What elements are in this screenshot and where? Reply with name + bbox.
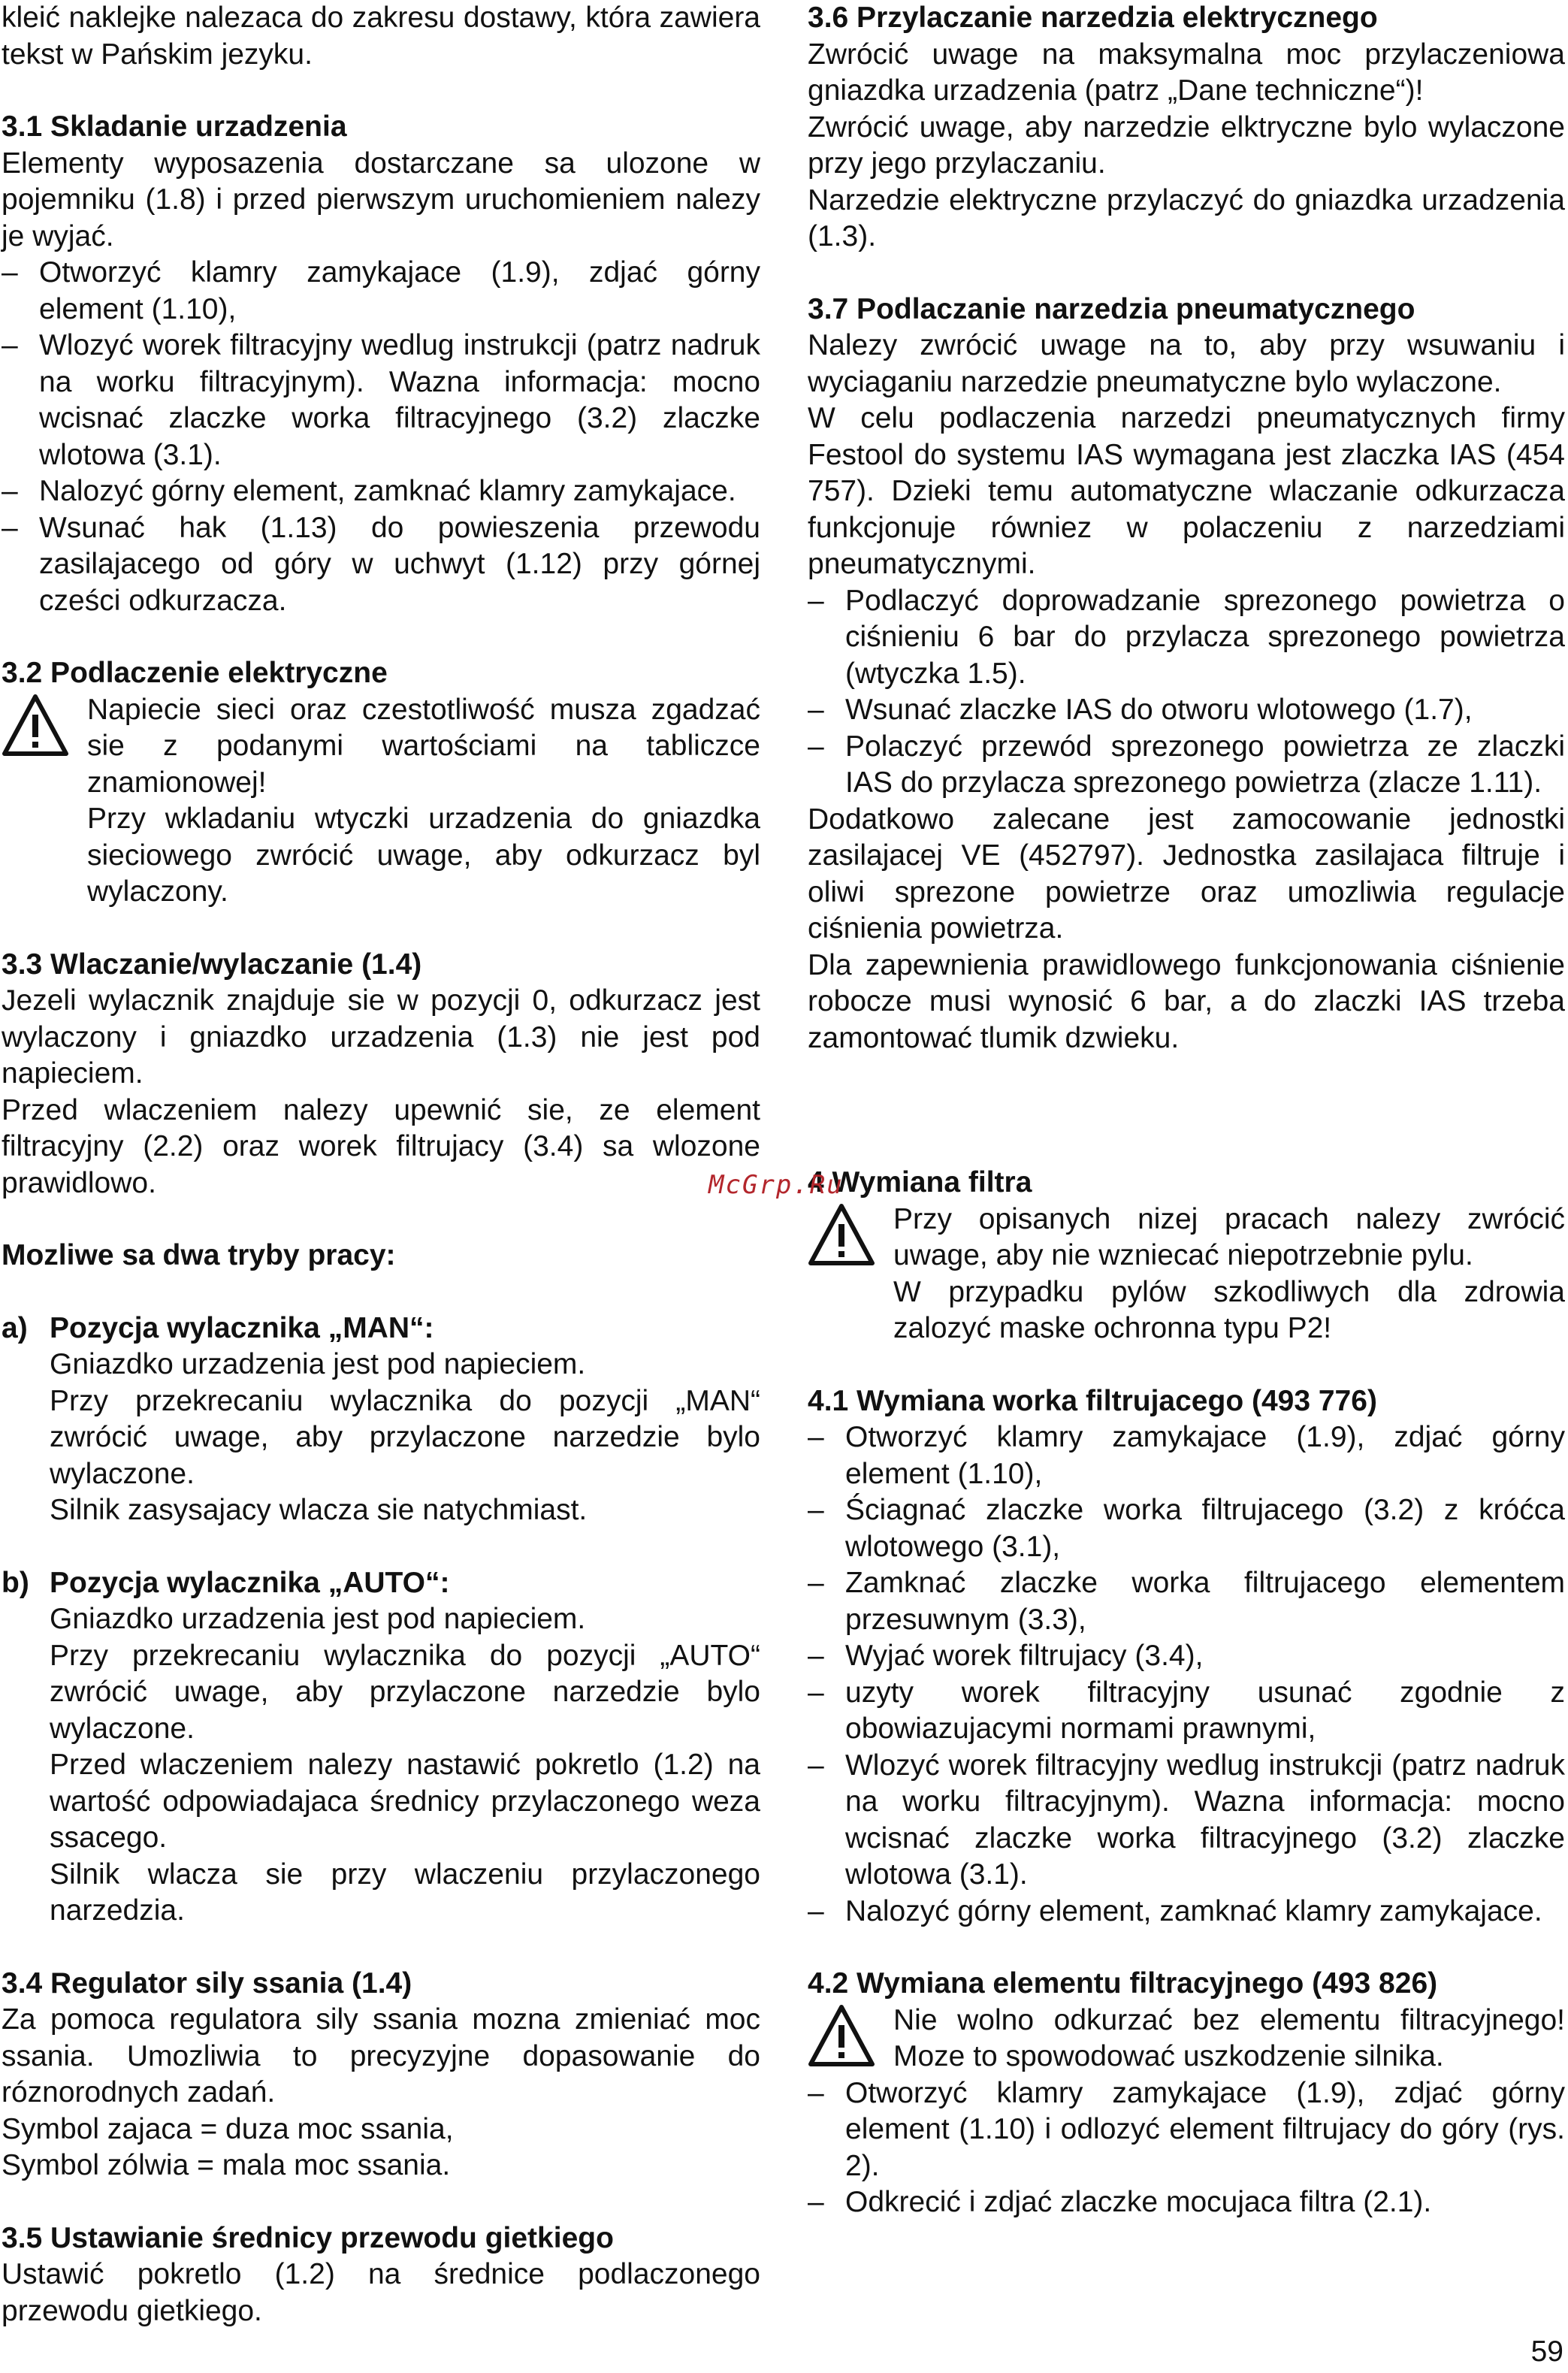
mode-auto bbox=[2, 1565, 760, 1930]
mode-man bbox=[2, 1310, 760, 1529]
section-4-2-list bbox=[808, 2075, 1565, 2221]
warning-text: W przypadku pylów szkodliwych dla zdrowia zalozyć maske ochronna typu P2! bbox=[893, 1275, 1565, 1344]
section-3-4-text: Symbol zajaca = duza moc ssania, bbox=[2, 2112, 454, 2145]
list-item: – Podlaczyć doprowadzanie sprezonego powietrza o ciśnieniu 6 bar do przylacza sprezonego powietrza (wtyczka 1.5). bbox=[808, 583, 1565, 693]
list-item: – Otworzyć klamry zamykajace (1.9), zdjać górny element (1.10) i odlozyć element filtrujacy do góry (rys. 2). bbox=[808, 2075, 1565, 2185]
section-3-5-text: Ustawić pokretlo (1.2) na średnice podlaczonego przewodu gietkiego. bbox=[2, 2258, 760, 2327]
section-4-2 bbox=[808, 1966, 1565, 2221]
mode-text: Gniazdko urzadzenia jest pod napieciem. bbox=[50, 1348, 586, 1380]
list-item: – Wsunać hak (1.13) do powieszenia przewodu zasilajacego od góry w uchwyt (1.12) przy górnej cześci odkurzacza. bbox=[2, 510, 760, 620]
section-3-4-text: Symbol zólwia = mala moc ssania. bbox=[2, 2149, 451, 2181]
section-3-7 bbox=[808, 292, 1565, 1057]
mode-title: Pozycja wylacznika „MAN“: bbox=[50, 1311, 434, 1344]
section-3-1-text: Elementy wyposazenia dostarczane sa ulozone w pojemniku (1.8) i przed pierwszym uruchomieniem nalezy je wyjać. bbox=[2, 147, 760, 252]
section-4-1-title: 4.1 Wymiana worka filtrujacego (493 776) bbox=[808, 1384, 1377, 1417]
section-3-5 bbox=[2, 2220, 760, 2330]
warning-text: Przy wkladaniu wtyczki urzadzenia do gniazdka sieciowego zwrócić uwage, aby odkurzacz byl wylaczony. bbox=[87, 803, 760, 908]
section-4-1-list bbox=[808, 1419, 1565, 1930]
warning-block bbox=[808, 1202, 1565, 1347]
section-4-1 bbox=[808, 1383, 1565, 1930]
mode-text: Przy przekrecaniu wylacznika do pozycji „AUTO“ zwrócić uwage, aby przylaczone narzedzie bylo wylaczone. bbox=[50, 1639, 760, 1745]
section-3-7-list bbox=[808, 583, 1565, 802]
list-item: – Nalozyć górny element, zamknać klamry zamykajace. bbox=[808, 1894, 1565, 1930]
list-item: – Otworzyć klamry zamykajace (1.9), zdjać górny element (1.10), bbox=[2, 255, 760, 328]
section-3-4-text: Za pomoca regulatora sily ssania mozna zmieniać moc ssania. Umozliwia to precyzyjne dopasowanie do róznorodnych zadań. bbox=[2, 2003, 760, 2108]
mode-label: b) bbox=[2, 1566, 29, 1599]
page-number: 59 bbox=[1530, 2335, 1563, 2368]
mode-text: Gniazdko urzadzenia jest pod napieciem. bbox=[50, 1603, 586, 1635]
operating-modes bbox=[2, 1238, 760, 1930]
section-3-1 bbox=[2, 109, 760, 619]
warning-block bbox=[808, 2003, 1565, 2075]
section-3-6 bbox=[808, 0, 1565, 255]
right-column bbox=[808, 0, 1565, 2221]
list-item: – Polaczyć przewód sprezonego powietrza ze zlaczki IAS do przylacza sprezonego powietrza (zlacze 1.11). bbox=[808, 729, 1565, 802]
section-3-7-title: 3.7 Podlaczanie narzedzia pneumatycznego bbox=[808, 292, 1415, 325]
section-3-3 bbox=[2, 947, 760, 1202]
mode-text: Przed wlaczeniem nalezy nastawić pokretlo (1.2) na wartość odpowiadajaca średnicy przylaczonego weza ssacego. bbox=[50, 1749, 760, 1854]
warning-text: Przy opisanych nizej pracach nalezy zwrócić uwage, aby nie wzniecać niepotrzebnie pylu. bbox=[893, 1202, 1565, 1271]
section-3-2-title: 3.2 Podlaczenie elektryczne bbox=[2, 657, 388, 689]
list-item: – Otworzyć klamry zamykajace (1.9), zdjać górny element (1.10), bbox=[808, 1419, 1565, 1492]
mode-text: Silnik wlacza sie przy wlaczeniu przylaczonego narzedzia. bbox=[50, 1858, 760, 1927]
section-3-6-title: 3.6 Przylaczanie narzedzia elektrycznego bbox=[808, 2, 1378, 34]
mode-text: Przy przekrecaniu wylacznika do pozycji „MAN“ zwrócić uwage, aby przylaczone narzedzie bylo wylaczone. bbox=[50, 1384, 760, 1490]
operating-modes-title: Mozliwe sa dwa tryby pracy: bbox=[2, 1239, 396, 1271]
section-3-7-text: Dla zapewnienia prawidlowego funkcjonowania ciśnienie robocze musi wynosić 6 bar, a do zlaczki IAS trzeba zamontować tlumik dzwieku. bbox=[808, 948, 1565, 1054]
section-3-4 bbox=[2, 1966, 760, 2184]
intro-text: kleić naklejke nalezaca do zakresu dostawy, która zawiera tekst w Pańskim jezyku. bbox=[2, 2, 760, 71]
warning-triangle-icon bbox=[808, 2004, 875, 2069]
list-item: – Wyjać worek filtrujacy (3.4), bbox=[808, 1638, 1565, 1675]
warning-triangle-icon bbox=[2, 694, 69, 758]
section-3-7-text: W celu podlaczenia narzedzi pneumatycznych firmy Festool do systemu IAS wymagana jest zlaczka IAS (454 757). Dzieki temu automatyczne wlaczanie odkurzacza funkcjonuje równiez w polaczeniu z narzedziami pneumatycznymi. bbox=[808, 402, 1565, 580]
list-item: – Odkrecić i zdjać zlaczke mocujaca filtra (2.1). bbox=[808, 2184, 1565, 2221]
mode-text: Silnik zasysajacy wlacza sie natychmiast. bbox=[50, 1494, 588, 1526]
warning-text: Nie wolno odkurzać bez elementu filtracyjnego! Moze to spowodować uszkodzenie silnika. bbox=[893, 2003, 1565, 2072]
section-3-6-text: Zwrócić uwage, aby narzedzie elktryczne bylo wylaczone przy jego przylaczaniu. bbox=[808, 110, 1565, 180]
watermark: McGrp.Ru bbox=[708, 1170, 844, 1200]
section-3-7-text: Nalezy zwrócić uwage na to, aby przy wsuwaniu i wyciaganiu narzedzie pneumatyczne bylo wylaczone. bbox=[808, 329, 1565, 398]
section-3-6-text: Zwrócić uwage na maksymalna moc przylaczeniowa gniazdka urzadzenia (patrz „Dane techniczne“)! bbox=[808, 38, 1565, 107]
list-item: – Wsunać zlaczke IAS do otworu wlotowego (1.7), bbox=[808, 692, 1565, 729]
mode-title: Pozycja wylacznika „AUTO“: bbox=[50, 1566, 450, 1599]
section-3-3-title: 3.3 Wlaczanie/wylaczanie (1.4) bbox=[2, 948, 422, 981]
warning-text: Napiecie sieci oraz czestotliwość musza zgadzać sie z podanymi wartościami na tabliczce znamionowej! bbox=[87, 693, 760, 799]
section-3-2 bbox=[2, 655, 760, 911]
section-3-1-list bbox=[2, 255, 760, 619]
section-3-3-text: Jezeli wylacznik znajduje sie w pozycji 0, odkurzacz jest wylaczony i gniazdko urzadzenia (1.3) nie jest pod napieciem. bbox=[2, 984, 760, 1090]
section-3-6-text: Narzedzie elektryczne przylaczyć do gniazdka urzadzenia (1.3). bbox=[808, 183, 1565, 252]
warning-block bbox=[2, 692, 760, 911]
section-4 bbox=[808, 1165, 1565, 1347]
list-item: – Wlozyć worek filtracyjny wedlug instrukcji (patrz nadruk na worku filtracyjnym). Wazna informacja: mocno wcisnać zlaczke worka filtracyjnego (3.2) zlaczke wlotowa (3.1). bbox=[2, 328, 760, 473]
list-item: – uzyty worek filtracyjny usunać zgodnie z obowiazujacymi normami prawnymi, bbox=[808, 1675, 1565, 1748]
section-3-7-text: Dodatkowo zalecane jest zamocowanie jednostki zasilajacej VE (452797). Jednostka zasilajaca filtruje i oliwi sprezone powietrze oraz umozliwia regulacje ciśnienia powietrza. bbox=[808, 803, 1565, 945]
section-4-title: 4 Wymiana filtra bbox=[808, 1166, 1032, 1199]
list-item: – Wlozyć worek filtracyjny wedlug instrukcji (patrz nadruk na worku filtracyjnym). Wazna informacja: mocno wcisnać zlaczke worka filtracyjnego (3.2) zlaczke wlotowa (3.1). bbox=[808, 1748, 1565, 1894]
warning-triangle-icon bbox=[808, 1203, 875, 1268]
list-item: – Zamknać zlaczke worka filtrujacego elementem przesuwnym (3.3), bbox=[808, 1565, 1565, 1638]
section-3-4-title: 3.4 Regulator sily ssania (1.4) bbox=[2, 1966, 412, 2000]
mode-label: a) bbox=[2, 1311, 28, 1344]
left-column bbox=[2, 0, 760, 2329]
list-item: – Nalozyć górny element, zamknać klamry zamykajace. bbox=[2, 473, 760, 510]
section-3-5-title: 3.5 Ustawianie średnicy przewodu gietkiego bbox=[2, 2221, 614, 2254]
section-3-1-title: 3.1 Skladanie urzadzenia bbox=[2, 110, 347, 143]
list-item: – Ściagnać zlaczke worka filtrujacego (3.2) z króćca wlotowego (3.1), bbox=[808, 1492, 1565, 1565]
section-4-2-title: 4.2 Wymiana elementu filtracyjnego (493 826) bbox=[808, 1967, 1438, 2000]
section-3-3-text: Przed wlaczeniem nalezy upewnić sie, ze element filtracyjny (2.2) oraz worek filtrujacy (3.4) sa wlozone prawidlowo. bbox=[2, 1093, 760, 1199]
